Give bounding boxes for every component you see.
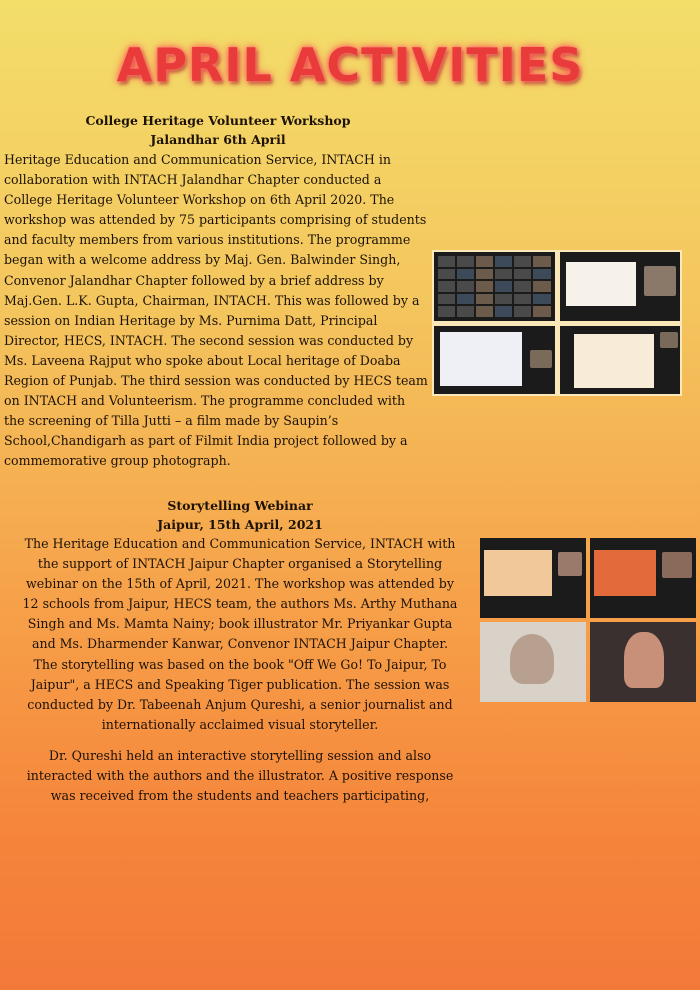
storybook-slide-image <box>480 538 586 618</box>
section1-subheading: Jalandhar 6th April <box>150 132 286 147</box>
section2-body: The Heritage Education and Communication Service, INTACH with the support of INTACH Jaipur Chapter organised a Storytelling webinar on the 15th of April, 2021. The workshop was attended by 12 schools from Jaipur, HECS team, the authors Ms. Arthy Muthana Singh and Ms. Mamta Nainy; book illustrator Mr. Priyankar Gupta and Ms. Dharmender Kanwar, Convenor INTACH Jaipur Chapter. The storytelling was based on the book "Off We Go! To Jaipur, To Jaipur", a HECS and Speaking Tiger publication. The session was conducted by Dr. Tabeenah Anjum Qureshi, a senior journalist and internationally acclaimed visual storyteller. <box>22 536 458 732</box>
webinar-screenshot-collage <box>480 538 696 702</box>
participants-grid-image <box>434 252 555 321</box>
section2-subheading: Jaipur, 15th April, 2021 <box>157 517 323 532</box>
page-title: APRIL ACTIVITIES <box>116 38 584 92</box>
presenter-video-image <box>590 622 696 702</box>
workshop-screenshot-collage <box>432 250 682 396</box>
presentation-slide-image <box>560 252 681 321</box>
colorful-slide-image <box>560 326 681 395</box>
speaker-video-image <box>480 622 586 702</box>
section1-heading: College Heritage Volunteer Workshop <box>85 113 351 128</box>
section2-heading: Storytelling Webinar <box>167 498 313 513</box>
storybook-slide-image-2 <box>590 538 696 618</box>
section1-body: Heritage Education and Communication Service, INTACH in collaboration with INTACH Jalandhar Chapter conducted a College Heritage Volunteer Workshop on 6th April 2020. The workshop was attended by 75 participants comprising of students and faculty members from various institutions. The programme began with a welcome address by Maj. Gen. Balwinder Singh, Convenor Jalandhar Chapter followed by a brief address by Maj.Gen. L.K. Gupta, Chairman, INTACH. This was followed by a session on Indian Heritage by Ms. Purnima Datt, Principal Director, HECS, INTACH. The second session was conducted by Ms. Laveena Rajput who spoke about Local heritage of Doaba Region of Punjab. The third session was conducted by HECS team on INTACH and Volunteerism. The programme concluded with the screening of Tilla Jutti – a film made by Saupin’s School,Chandigarh as part of Filmit India project followed by a commemorative group photograph. <box>4 152 428 469</box>
facebook-slide-image <box>434 326 555 395</box>
section2-body2: Dr. Qureshi held an interactive storytelling session and also interacted with the authors and the illustrator. A positive response was received from the students and teachers participating, <box>26 748 454 804</box>
